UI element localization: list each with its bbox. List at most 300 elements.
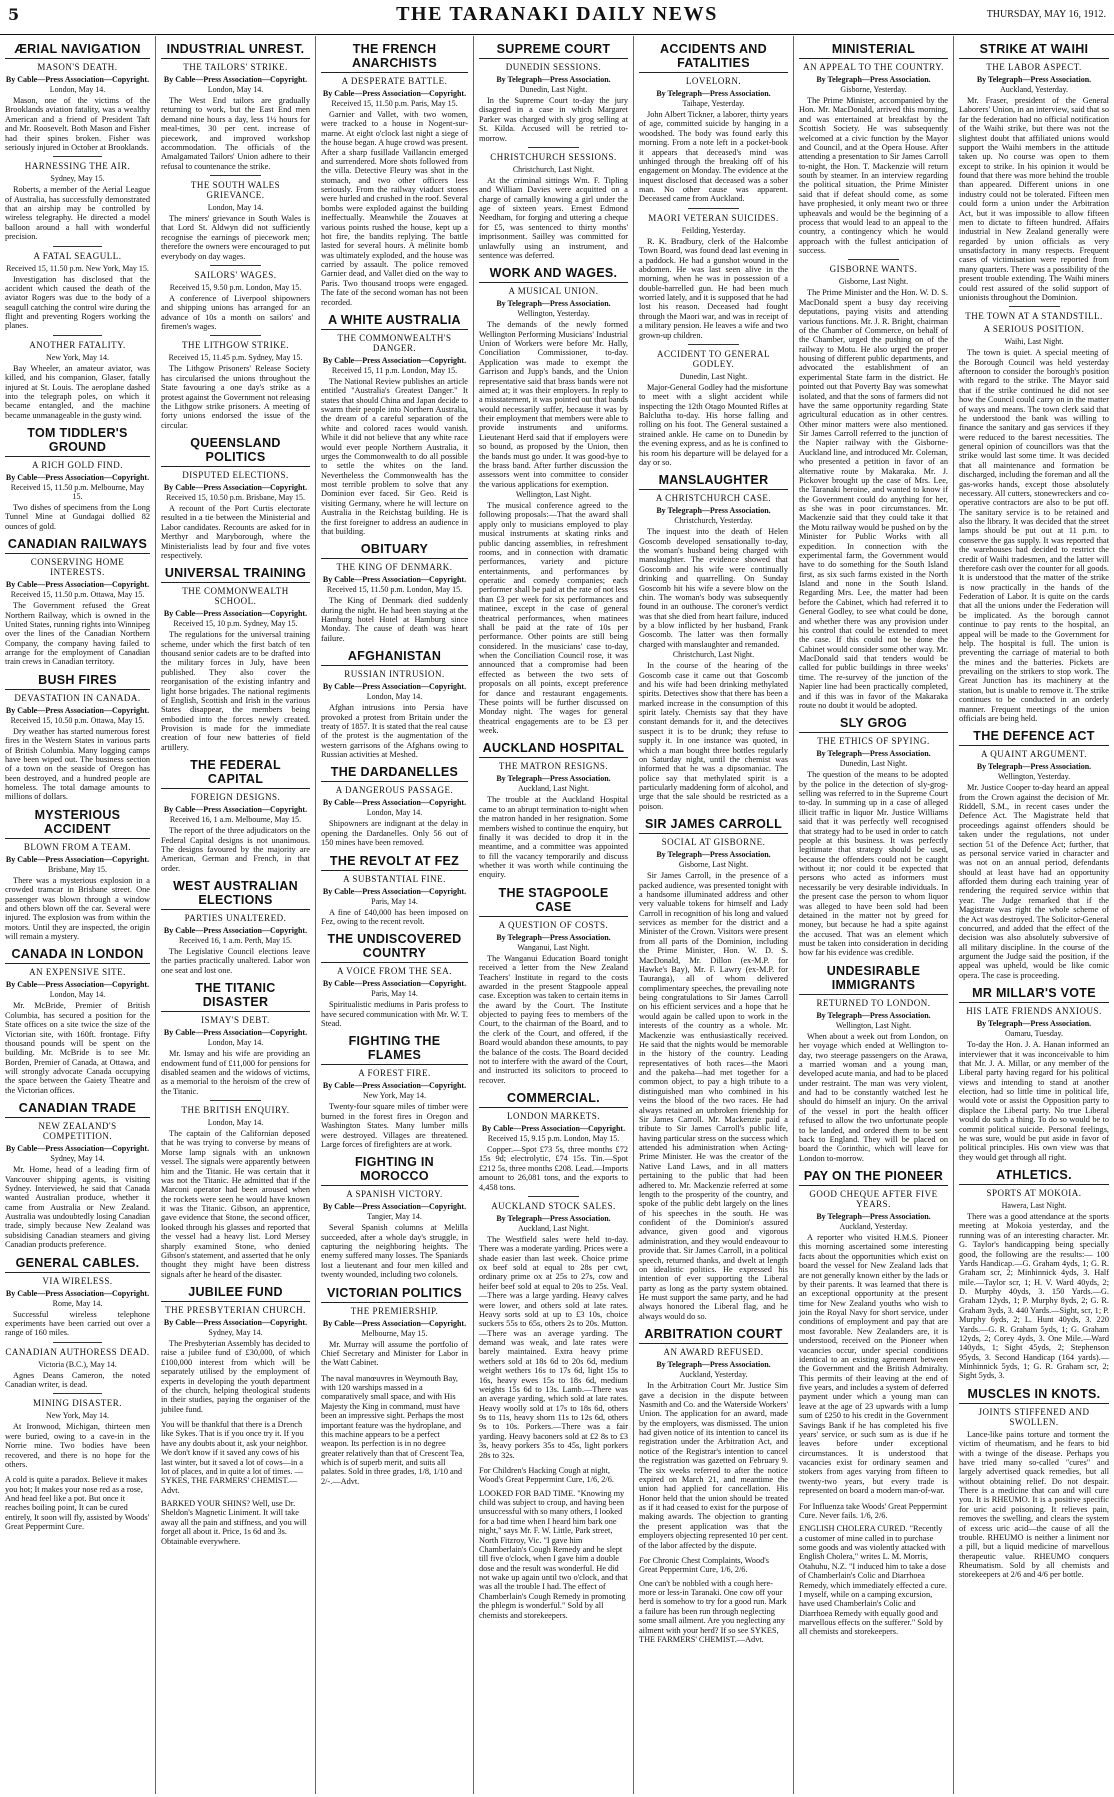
article-body — [959, 348, 1109, 723]
subheading: HARNESSING THE AIR. — [24, 161, 131, 172]
article-body — [639, 661, 788, 811]
paragraph: A reporter who visited H.M.S. Pioneer this morning ascertained some interesting facts about the opportunities which exist on board the vessel for New Zealand lads that are not generally known either by the lads or by their parents. It was learned that there is an exceptional opportunity at the present time for New Zealand youths who wish to join the Royal Navy for short service, under conditions of employment and pay that are most favorable. New Zealanders are, it is understood, received on the Pioneer when vacancies occur, under special conditions identical to an existing agreement between the Government and the British Admiralty. This permits of their leaving at the end of five years, and includes a system of deferred payment under which a young man can leave at the age of 23 upwards with a lump sum of £250 to his credit in the Government Savings Bank if he has completed his five years' service, or such sum as is due if he leaves before under exceptional circumstances. It is understood that vacancies exist for ordinary seamen and stokers from ages varying from fifteen to twenty-two years, but every trade is represented on board a modern man-of-war. — [799, 1233, 948, 1496]
article — [5, 808, 150, 942]
article-body — [639, 527, 788, 649]
article-body — [161, 630, 310, 752]
dateline: Gisborne, Last Night. — [678, 860, 749, 870]
paragraph: The Westfield sales were held to-day. There was a moderate yarding. Prices were a shade easier than last week. Choice prime ox beef sold at equal to 28s per cwt, ordinary prime ox at 25s to 27s, cow and heifer beef sold at equal to 20s to 25s. Veal.—There was a large yarding. Heavy calves were lower, and others sold at late rates. Heavy sorts sold at up to £3 10s, choice suckers 55s to 65s, others 2s to 20s. Mutton.—There was an average yarding. The demand was weak, and late rates were barely maintained. Extra heavy prime wethers sold at 18s 6d to 20s 6d, medium weight wethers 16s to 17s 6d, light 15s to 16s, heavy ewes 15s to 18s 6d, medium weights 15s 6d to 13s. Lamb.—There was an average yarding, which sold at late rates. Heavy woolly sold at 17s to 18s 6d, others 9s to 11s, heavy shorn 11s to 12s 6d, others 9s to 10s. Porkers.—There was a fair yarding. Heavy baconers sold at £2 8s to £3 3s, heavy porkers 35s to 45s, light porkers 28s to 32s. — [479, 1234, 628, 1460]
article-heading: VICTORIAN POLITICS — [321, 1286, 468, 1303]
paragraph: A fine of £40,000 has been imposed on Fez, owing to the recent revolt. — [321, 907, 468, 926]
article — [479, 266, 628, 735]
subheading: ANOTHER FATALITY. — [29, 339, 126, 350]
dateline: London, May 14. — [49, 85, 106, 94]
paragraph: The Legislative Council elections leave the parties practically unaltered. Labor won one seat and lost one. — [161, 947, 310, 975]
subheading: A DANGEROUS PASSAGE. — [335, 785, 454, 796]
dateline: Christchurch, Yesterday. — [674, 516, 753, 526]
subheading: A QUAINT ARGUMENT. — [981, 749, 1087, 760]
article — [161, 436, 310, 560]
advertisement: ENGLISH CHOLERA CURED. "Recently a customer of mine called in to purchase some goods and was violently attacked with English Cholera," writes L. M. Morris, Otahuhu, N.Z. "I induced him to take a dose of Chamberlain's Colic and Diarrhoea Remedy, which immediately effected a cure. I myself, while on a camping excursion, have used Chamberlain's Colic and Diarrhoea Remedy with equally good and marvellous effects on the sufferer." Sold by all chemists and storekeepers. — [799, 1524, 947, 1637]
subheading: HIS LATE FRIENDS ANXIOUS. — [966, 1006, 1102, 1017]
article-heading: MUSCLES IN KNOTS. — [959, 1387, 1109, 1404]
article — [639, 42, 788, 467]
dateline: Brisbane, May 15. — [47, 864, 108, 874]
section-rule — [53, 335, 102, 336]
byline: By Cable—Press Association—Copyright. — [5, 580, 150, 590]
subheading: THE PRESBYTERIAN CHURCH. — [165, 1305, 306, 1315]
article-body — [959, 1430, 1109, 1580]
paragraph: Successful wireless telephone experiments have been carried out over a range of 160 miles. — [5, 1309, 150, 1338]
paragraph: The Presbyterian Assembly has decided to raise a jubilee fund of £30,000, of which £100,000 interest from which will be separately utilised by the employment of experts in developing the youth department of the church, helping theological students in their studies, paying the organiser of the jubilee fund. — [161, 1339, 310, 1414]
article — [5, 42, 150, 420]
advertisement: For Children's Hacking Cough at night, Wood's Great Peppermint Cure, 1/6, 2/6. — [479, 1465, 614, 1485]
advertisement: For Influenza take Woods' Great Peppermint Cure. Never fails. 1/6, 2/6. — [799, 1501, 947, 1520]
column-1 — [0, 36, 156, 1794]
byline: By Telegraph—Press Association. — [656, 1360, 771, 1370]
article-body — [321, 1340, 468, 1368]
dateline: Received 16, 1 a.m. Melbourne, May 15. — [169, 815, 302, 825]
article-body — [321, 377, 468, 536]
paragraph: Mr. Ismay and his wife are providing an endowment fund of £11,000 for pensions for disabled seamen and the widows of victims, as a memorial to the heroism of the crew of the Titanic. — [161, 1049, 310, 1096]
subheading: THE COMMONWEALTH'S DANGER. — [337, 332, 452, 353]
dateline: Received 15, 11.50 p.m. Ottawa, May 15. — [10, 590, 145, 600]
byline: By Cable—Press Association—Copyright. — [163, 1318, 308, 1327]
paragraph: The Prime Minister, accompanied by the Hon. Mr. MacDonald, arrived this morning, and was entertained at breakfast by the Scottish Society. He was subsequently welcomed at a civic function by the Mayor and Council, and at the Opera House. After attending a presentation to Sir James Carroll to-night, the Hon. T. Mackenzie will return south by steamer. In an interview regarding the political situation, the Prime Minister said that if defeat should come, as some have prophesied, it only meant two or three upheavals and would be the beginning of a process that would lead to an appeal to the country, a contingency which he would approach with the fullest anticipation of success. — [799, 96, 948, 255]
article-heading: INDUSTRIAL UNREST. — [161, 42, 310, 59]
article-body — [799, 288, 948, 710]
dateline: New York, May 14. — [45, 1411, 110, 1421]
dateline: Dunedin, Last Night. — [839, 759, 908, 769]
dateline: Received 15, 10.50 p.m. Ottawa, May 15. — [10, 715, 145, 725]
paragraph: R. K. Bradbury, clerk of the Halcombe Town Board, was found dead last evening in a paddock. He had a gunshot wound in the abdomen. He was last seen alive in the morning, when he was in possession of a double-barrelled gun. He had been much worried lately, and it is supposed that he had lost his reason. Deceased had fought through the Maori war, and was in receipt of a military pension. He leaves a wife and two grown-up children. — [639, 236, 788, 340]
paragraph: The National Review publishes an article entitled "Australia's Greatest Danger." It states that should China and Japan decide to swarm their people into Northern Australia, the dream of a careful separation of the white and colored races would vanish. While it did not believe that any white race would ever people Northern Australia, it urges the Commonwealth to do all possible to settle the whites on the land. Nevertheless the Commonwealth has the most terrible problem to solve that any Dominion ever faced. Sir Geo. Reid is visiting Germany, where he will lecture on Australia in the Reichstag building. He is the first foreigner to address an audience in that building. — [321, 376, 468, 536]
paragraph: The town is quiet. A special meeting of the Borough Council was held yesterday afternoon to consider the borough's position with regard to the strike. The Mayor said that if the strike continued he did not see how the Council could carry on in the matter of ways and means. The town clerk said that he understood the bank was willing to finance the sanitary and gas services if they were reduced to the barest necessities. The general opinion of councillors was that the strike would last some time. It was decided that all maintenance and formation be discharged, including the foreman and all the gas-works hands, except those absolutely necessary. All cutters, stonewreckers and co-operative contractors are also to be put off. The sanitary service is to be retained and also the library. It was decided that the street lamps should be put out at 11 p.m. to conserve the gas supply. It was reported that the warehouses had decided to restrict the credit of Waihi tradesmen, and the latter will therefore cash over the counter for all goods. It is understood that the matter of the strike is now practically in the hands of the Federation of Labor. It is quite on the cards that all the unions under the Federation will be implicated. As the borough cannot continue to pay rents to the hospital, an appeal will be made to the Government for help. The hospital is full. The union is preventing the carriage of material to both the mines and the batteries. Pickets are prevailing on the strikers to stop work. The Great Junction has its machinery at the station, but is unable to remove it. The strike continues to be conducted in an orderly manner. Frequent meetings of the union officials are being held. — [959, 348, 1109, 723]
article-heading: ACCIDENTS AND FATALITIES — [639, 42, 788, 73]
dateline: Auckland, Yesterday. — [1000, 85, 1068, 94]
subheading: THE KING OF DENMARK. — [336, 562, 453, 573]
article-heading: BUSH FIRES — [5, 673, 150, 690]
article — [959, 1387, 1109, 1580]
paragraph: Mr. Justice Cooper to-day heard an appeal from the Crown against the decision of Mr. Riddell, S.M., in recent cases under the Defence Act. The Magistrate held that proceedings against offenders should be taken under the regulations, not under section 51 of the Defence Act; further, that as personal service varied in character and was not on an annual period, defendants should at least have had an opportunity afforded them during each training year of rendering the required service within that year. The Judge remarked that if the Magistrate was right the whole scheme of the Act was destroyed. The Solicitor-General concurred, and added that the effect of the decision was also absolutely subversive of all military discipline. In the course of the argument the Judge said the position, if the appeal was upheld, would be like comic opera. The case is proceeding. — [959, 783, 1109, 980]
byline: By Cable—Press Association—Copyright. — [5, 980, 150, 990]
paragraph: Mr. Home, head of a leading firm of Vancouver shipping agents, is visiting Sydney. Interviewed, he said that Canada wanted Australian produce, whether it came from Australia or New Zealand. Australia was undoubtedly losing Canadian trade, simply because New Zealand was subsidising Canadian steamers and giving Canadian products preference. — [5, 1165, 150, 1250]
article-body — [321, 819, 468, 847]
subheading: A DESPERATE BATTLE. — [341, 76, 448, 86]
paragraph: Sir James Carroll, in the presence of a packed audience, was presented tonight with a handsome illuminated address and other very valuable tokens for himself and Lady Carroll in recognition of his long and valued services as member for the district and a Minister of the Crown. Visitors were present from all parts of the Dominion, including the Prime Minister, Hon. W. D. S. MacDonald, Mr. Dillon (ex-M.P. for Hawke's Bay), Mr. F. Lawry (ex-M.P. for Tauranga), all of whom delivered complimentary speeches, the prevailing note being congratulations to Sir James Carroll on his efficient services and a hope that he would again be called upon to work in the interests of the country as a whole. Mr. Mackenzie was enthusiastically received. He said that the nights would be memorable in the history of the country. Leading representatives of both races—the Maori and the pakeha—had met together for a common object, to pay a high tribute to a distinguished man who combined in his veins the blood of the two races. He had always retained an unbroken friendship for Sir James Carroll. Mr. Mackenzie paid a tribute to Sir James Carroll's public life, having particular stress on the success which attended his administration when Acting-Prime Minister. He was the creator of the Native Land Laws, and in all matters pertaining to the public that had been adhered to. Mr. Mackenzie referred at some length to the prosperity of the country, and spoke of the public debt largely on the lines of his speeches in the south. He was confident of the Dominion's assured advance, given good and vigorous administration, and they would endeavour to provide that. Sir James Carroll, in a political speech, returned thanks, and dwelt at length on idealistic politics. He expressed his intention of ever supporting the Liberal party as long as the party system obtained. He must support the same party, and he had always honored the Liberal flag, and he always would do so. — [639, 871, 788, 1321]
subheading: AN APPEAL TO THE COUNTRY. — [803, 62, 944, 72]
subheading: BLOWN FROM A TEAM. — [23, 841, 132, 852]
article — [639, 473, 788, 811]
paragraph: Major-General Godley had the misfortune to meet with a slight accident while inspecting the 12th Otago Mounted Rifles at Balclutha to-day. His horse falling and rolling on his foot. The General sustained a strained ankle. He came on to Dunedin by the evening express, and as he is confined to his room his departure will be delayed for a day or so. — [639, 382, 788, 467]
dateline: London, May 14. — [207, 85, 264, 94]
subheading: A QUESTION OF COSTS. — [498, 919, 609, 930]
byline: By Cable—Press Association—Copyright. — [322, 575, 467, 585]
article-body — [321, 1102, 468, 1149]
paragraph: There was a good attendance at the sports meeting at Mokoia yesterday, and the running was of an interesting character. Mr. G. Taylor's handicapping being specially good, the following are the results:— 100 Yards Handicap.—G. Graham 4yds, 1; G. R. Graham scr, 2; Minhinnick 4yds, 3. Half mile.—Taylor scr, 1; H. V. Ward 40yds, 2; D. Murphy 40yds, 3. 150 Yards.—G. Graham 12yds, 1; P. Murphy 8yds, 2; G. R. Graham 3yds, 3. 440 Yards.—Sight, scr, 1; P. Murphy 6yds, 2; L. Hunt 40yds, 3. 220 Yards.—G. R. Graham 5yds, 1; G. Graham 12yds, 2; Corey 4yds, 3. One Mile.—Ward 140yds, 1; Sight 45yds, 2; Stephenson 95yds, 3. Second Handicap (164 yards).—Minhinnick 5yds, 1; G. R. Graham scr, 2; Sight 5yds, 3. — [959, 1212, 1109, 1381]
paragraph: The West End tailors are gradually returning to work, but the East End men demand nine hours a day, less 1¼ hours for meal-times, 30 per cent. increase of piecework, and improved workshop accommodation. The officials of the Amalgamated Tailors' Union adhere to their refusal to countenance the strike. — [161, 96, 310, 171]
article-heading: OBITUARY — [321, 542, 468, 559]
article-body — [5, 1165, 150, 1249]
section-rule — [210, 265, 261, 266]
byline: By Cable—Press Association—Copyright. — [5, 75, 150, 84]
article-heading: UNDESIRABLE IMMIGRANTS — [799, 964, 948, 995]
paragraph: In the Supreme Court to-day the jury disagreed in a case in which Margaret Parker was charged with sly grog selling at St. Kilda. Accused will be retried to-morrow. — [479, 96, 628, 143]
article-body — [479, 795, 628, 879]
dateline: Received 15, 9.15 p.m. London, May 15. — [487, 1134, 620, 1143]
dateline: Auckland, Last Night. — [517, 784, 590, 794]
dateline: Feilding, Yesterday. — [681, 225, 746, 235]
subheading: SAILORS' WAGES. — [194, 269, 277, 280]
article-body — [161, 826, 310, 873]
article-body — [5, 364, 150, 420]
article-body — [639, 871, 788, 1321]
column-4 — [474, 36, 634, 1794]
dateline: Tangier, May 14. — [367, 1212, 422, 1222]
article-body — [161, 96, 310, 171]
subheading: LOVELORN. — [685, 76, 742, 86]
article — [959, 42, 1109, 723]
subheading: A RICH GOLD FIND. — [31, 460, 123, 470]
byline: By Telegraph—Press Association. — [656, 850, 771, 860]
paragraph: The miners' grievance in South Wales is that Lord St. Aldwyn did not sufficiently recognise the earnings of piecework men; therefore the owners were encouraged to put everybody on day wages. — [161, 214, 310, 261]
byline: By Cable—Press Association—Copyright. — [163, 609, 308, 619]
subheading: RETURNED TO LONDON. — [816, 997, 931, 1008]
dateline: Paris, May 14. — [371, 989, 418, 999]
article — [321, 932, 468, 1028]
dateline: Wellington, Last Night. — [835, 1020, 912, 1030]
article — [5, 426, 150, 531]
article — [161, 758, 310, 873]
dateline: Received 15, 10.50 p.m. Brisbane, May 15. — [165, 493, 306, 502]
dateline: Rome, May 14. — [52, 1298, 103, 1308]
byline: By Cable—Press Association—Copyright. — [5, 854, 150, 864]
subheading: DISPUTED ELECTIONS. — [182, 470, 289, 480]
article-heading: PAY ON THE PIONEER — [799, 1169, 948, 1186]
article-body — [959, 783, 1109, 980]
section-rule — [53, 246, 102, 247]
byline: By Cable—Press Association—Copyright. — [322, 1081, 467, 1091]
byline: By Cable—Press Association—Copyright. — [163, 75, 308, 84]
article-body — [959, 1040, 1109, 1162]
article — [479, 1091, 628, 1460]
byline: By Cable—Press Association—Copyright. — [322, 682, 467, 692]
byline: By Telegraph—Press Association. — [496, 299, 611, 309]
byline: By Telegraph—Press Association. — [976, 1019, 1092, 1029]
dateline: New York, May 14. — [45, 352, 110, 362]
article-heading: JUBILEE FUND — [161, 1285, 310, 1302]
dateline: Received 15, 11.50 p.m. New York, May 15. — [6, 263, 149, 273]
article-body — [161, 1339, 310, 1414]
byline: By Telegraph—Press Association. — [816, 1212, 931, 1221]
article — [321, 542, 468, 643]
advertisement: LOOKED FOR BAD TIME. "Knowing my child was subject to croup, and having been unsuccessful with so many others, I looked for a bad time when I heard him bark one night," says Mr. F. W. Little, Park street, North Fitzroy, Vic. "I gave him Chamberlain's Cough Remedy and he slept till five o'clock, when I gave him a double dose and the result was wonderful. He did not wake up again until two o'clock, and that was all the trouble I had. The effect of Chamberlain's Cough Remedy in promoting the phlegm is wonderful." Sold by all chemists and storekeepers. — [479, 1488, 628, 1620]
subheading: SPORTS AT MOKOIA. — [986, 1188, 1082, 1198]
article-body — [321, 110, 468, 307]
dateline: London, May 14. — [207, 1038, 264, 1048]
article-body — [799, 1032, 948, 1163]
dateline: Wellington, Yesterday. — [997, 772, 1071, 782]
article — [5, 673, 150, 802]
article — [321, 1034, 468, 1149]
byline: By Cable—Press Association—Copyright. — [322, 355, 467, 365]
byline: By Telegraph—Press Association. — [496, 75, 611, 84]
paragraph: The musical conference agreed to the following proposals:—That the award shall apply only to musicians employed to play musical instruments at skating rinks and public dancing assemblies, in refreshment rooms, and in connection with dramatic performances, variety and picture entertainments, and performances by operatic and comedy companies; each performer shall be paid at the rate of not less than £3 per week for six performances and matinee, except in the case of general theatrical performances, when matinees shall be paid at the rate of 10s per performance. Other points are still being considered. In the musicians' case to-day, when the Conciliation Council rose, it was announced that a compromise had been effected as between the two sets of proposals on all points, except preference for dance and restaurant engagements. These points will be further discussed on Monday night. The wages for general theatrical engagements are to be £3 per week. — [479, 501, 628, 735]
section-rule — [528, 1196, 579, 1197]
dateline: Christchurch, Last Night. — [672, 650, 755, 660]
article-heading: CANADIAN RAILWAYS — [5, 537, 150, 554]
article-body — [799, 770, 948, 958]
subheading: ACCIDENT TO GENERAL GODLEY. — [657, 348, 770, 369]
byline: By Telegraph—Press Association. — [976, 762, 1092, 772]
section-rule — [848, 259, 899, 260]
article — [161, 981, 310, 1279]
byline: By Telegraph—Press Association. — [496, 932, 611, 942]
paragraph: Copper.—Spot £73 5s, three months £72 15s 9d; electrolytic, £74 15s. Tin.—Spot £212 5s, three months £208. Lead.—Imports amount to 26,081 tons, and the exports to 4,458 tons. — [479, 1145, 628, 1192]
article-heading: MINISTERIAL — [799, 42, 948, 59]
article-heading: WEST AUSTRALIAN ELECTIONS — [161, 879, 310, 910]
subheading: THE LABOR ASPECT. — [986, 62, 1082, 72]
article — [321, 854, 468, 927]
dateline: Dunedin, Last Night. — [679, 371, 748, 381]
article-body — [639, 383, 788, 467]
paragraph: Shipowners are indignant at the delay in opening the Dardanelles. Only 56 out of 150 mines have been removed. — [321, 819, 468, 848]
article-heading: THE DEFENCE ACT — [959, 729, 1109, 746]
article-body — [639, 1381, 788, 1550]
article-heading: FIGHTING IN MOROCCO — [321, 1155, 468, 1186]
article-body — [5, 876, 150, 942]
article — [161, 1285, 310, 1414]
subheading: AUCKLAND STOCK SALES. — [491, 1200, 616, 1211]
article-body — [5, 1001, 150, 1095]
byline: By Cable—Press Association—Copyright. — [5, 1144, 150, 1154]
advertisement: For Chronic Chest Complaints, Wood's Great Peppermint Cure, 1/6, 2/6. — [639, 1555, 769, 1575]
advertisement: BARKED YOUR SHINS? Well, use Dr. Sheldon's Magnetic Liniment. It will take away all the pain and stiffness, and you will forget all about it. Price, 1s 6d and 3s. Obtainable everywhere. — [161, 1499, 307, 1546]
subheading: A CHRISTCHURCH CASE. — [655, 493, 772, 504]
paragraph: Bay Wheeler, an amateur aviator, was killed, and his companion, Glaser, fatally injured at St. Louis. The aeroplane dashed into the telegraph poles, on which it became entangled, and the machine became unmanageable in the gusty wind. — [5, 363, 150, 420]
byline: By Telegraph—Press Association. — [656, 89, 771, 98]
paragraph: The captain of the Californian deposed that he was trying to converse by means of Morse lamp signals with an unknown vessel. The signals were apparently between him and the Titanic. He was certain that it was not the Titanic. He admitted that if the Marconi operator had been aroused when the rockets were seen he would have known it was the Titanic. Gibson, an apprentice, gave evidence that Stone, the second officer, looked through his glasses and reported that the vessel had a heavy list. Lord Mersey sharply examined Stone, who denied Gibson's statement, and asserted that he only thought they might have been distress signals after he heard of the disaster. — [161, 1129, 310, 1279]
dateline: Melbourne, May 15. — [361, 1328, 428, 1338]
section-rule — [528, 147, 579, 148]
paragraph: Agnes Deans Cameron, the noted Canadian writer, is dead. — [5, 1370, 150, 1389]
article — [479, 42, 628, 260]
section-rule — [210, 335, 261, 336]
article-heading: SUPREME COURT — [479, 42, 628, 59]
dateline: Sydney, May 15. — [50, 174, 105, 184]
dateline: Sydney, May 14. — [50, 1154, 105, 1164]
paragraph: John Albert Tickner, a laborer, thirty years of age, committed suicide by hanging in a woodshed. The body was found early this morning. From a note left in a pocket-book it appears that deceased's mind was unhinged through the breaking off of his engagement on Monday. The evidence at the inquest disclosed that deceased was a sober man. No other cause was apparent. Deceased came from Auckland. — [639, 110, 788, 204]
paragraph: The trouble at the Auckland Hospital came to an abrupt termination to-night when the matron handed in her resignation. Some members wished to continue the enquiry, but finally it was decided to drop it in the meantime, and a committee was appointed to fill the vacancy temporarily and discuss whether it was worth while continuing the enquiry. — [479, 795, 629, 880]
byline: By Telegraph—Press Association. — [816, 75, 931, 84]
paragraph: The demands of the newly formed Wellington Performing Musicians' Industrial Union of Workers were before Mr. Hally, Conciliation Commissioner, to-day. Application was made to exempt the Garrison and Jupp's bands, and the Union representative said that brass bands were not aimed at; it was their employers. In reply to a misstatement, it was pointed out that bands would necessarily suffer, because it was by their employment that members were able to provide instruments and uniforms. Lieutenant Herd said that if employers were so bound, as proposed by the Union, then the bands must go under. It was good-bye to the brass band. After further discussion the assessors went into committee to consider the various applications for exemption. — [479, 320, 628, 489]
paragraph: Lance-like pains torture and torment the victim of rheumatism, and he fears to bid with a twinge of the disease. Perhaps you have tried many so-called "cures" and largely advertised quack remedies, but all without obtaining relief. Do not despair. There is a medicine that can and will cure you. It is RHEUMO. It is a positive specific for uric acid poisoning. It relieves pain, removes the swelling, and clears the system of excess uric acid—the cause of all the trouble. RHEUMO is neither a liniment nor a pill, but a liquid medicine of marvellous therapeutic value. RHEUMO conquers Rheumatism. Sold by all chemists and storekeepers at 2/6 and 4/6 per bottle. — [959, 1429, 1109, 1580]
article-heading: MYSTERIOUS ACCIDENT — [5, 808, 150, 839]
article-body — [161, 1129, 310, 1279]
article-body — [5, 727, 150, 802]
article-heading: GENERAL CABLES. — [5, 1256, 150, 1273]
dateline: Received 15, 11.50 p.m. Melbourne, May 15. — [10, 483, 145, 501]
article — [5, 947, 150, 1095]
byline: By Cable—Press Association—Copyright. — [163, 805, 308, 815]
article — [161, 566, 310, 752]
byline: By Cable—Press Association—Copyright. — [163, 483, 308, 492]
dateline: Received 15, 11.50 p.m. Paris, May 15. — [331, 99, 458, 108]
paragraph: Dry weather has started numerous forest fires in the Western States in various parts of British Columbia. Many logging camps have been wiped out. The business section of a town on the seaside of Oregon has been destroyed, and a hundred people are homeless. The total damage amounts to millions of dollars. — [5, 726, 150, 802]
subheading: DUNEDIN SESSIONS. — [505, 62, 602, 72]
article-body — [161, 214, 310, 261]
paragraph: Several Spanish columns at Melilla succeeded, after a whole day's struggle, in capturing the neighboring heights. The enemy suffered many losses. The Spaniards lost a lieutenant and four men killed and twenty wounded, including two colonels. — [321, 1223, 468, 1280]
dateline: Gisborne, Last Night. — [838, 277, 909, 287]
subheading: CANADIAN AUTHORESS DEAD. — [5, 1346, 150, 1357]
article — [321, 1155, 468, 1279]
paragraph: Mr. Murray will assume the portfolio of Chief Secretary and Minister for Labor in the Watt Cabinet. — [321, 1339, 468, 1368]
article — [639, 1327, 788, 1550]
dateline: Wellington, Last Night. — [515, 490, 592, 499]
advertisement: One can't be nobbled with a cough here-more or less-in Taranaki. One cow off your herd is somehow to try for a good run. Mark a failure has been run through neglecting some small ailment. Are you neglecting any ailment with your herd? If so see SYKES, THE FARMERS' CHEMIST.—Advt. — [639, 1578, 787, 1644]
paragraph: There was a mysterious explosion in a crowded tramcar in Brisbane street. One passenger was blown through a window and others blown off the car. Several were injured. The explosion was from within the motors. Until they are inspected, the origin will remain a mystery. — [5, 875, 150, 941]
subheading: CONSERVING HOME INTERESTS. — [30, 557, 125, 578]
paragraph: Afghan intrusions into Persia have provoked a protest from Britain under the treaty of 1857. It is stated that the real cause of the protest is the augmentation of the western garrisons of the Afghans owing to Russian activities at Meshed. — [321, 703, 468, 759]
subheading: AN EXPENSIVE SITE. — [29, 967, 126, 978]
article-heading: TOM TIDDLER'S GROUND — [5, 426, 150, 457]
subheading: THE SOUTH WALES GRIEVANCE. — [190, 180, 281, 200]
article-heading: CANADA IN LONDON — [5, 947, 150, 964]
article-body — [161, 947, 310, 975]
article-body — [639, 237, 788, 340]
dateline: Received 15, 11.50 p.m. London, May 15. — [326, 585, 463, 595]
dateline: London, May 14. — [366, 692, 423, 702]
paragraph: The question of the means to be adopted by the police in the detection of sly-grog-selling was referred to in the Supreme Court to-day. In summing up in a case of alleged illicit traffic in liquor Mr. Justice Williams said that it was perfectly well recognised that strategy had to be used in order to catch people at this business. It was perfectly legitimate that strategy should be used, because the offenders could not be caught without it; nor could it be expected that persons who acted as informers must necessarily be very desirable individuals. In the present case the person to whom liquor was alleged to have been sold had been detained in the matter not by greed for money, but because he had a spite against the accused. That was an element which must be taken into consideration in deciding how far his evidence was credible. — [799, 770, 948, 958]
dateline: London, May 14. — [49, 990, 106, 1000]
dateline: Received 15, 10 p.m. Sydney, May 15. — [173, 619, 298, 629]
article-body — [321, 908, 468, 927]
subheading: THE ETHICS OF SPYING. — [817, 736, 930, 747]
paragraph: The Government refused the Great Northern Railway, which is owned in the United States, running rights into Winnipeg over the lines of the Canadian Northern Company, the company having failed to arrange for the employment of Canadian train crews in Canadian territory. — [5, 601, 150, 667]
paragraph: In the course of the hearing of the Goscomb case it came out that Goscomb and his wife had been drinking methylated spirits. Detectives show that there has been a marked increase in the consumption of this spirit lately. Chemists say that they have constant demands for it, and the detectives suspect it is to be drunk; they refuse to supply it. In one instance was quoted, in which a man bought three bottles regularly on Saturday night, until the chemist was informed that he was a dipsomaniac. The police say that methylated spirit is a particularly maddening form of alcohol, and urge that the sale should be restricted as a poison. — [639, 661, 788, 811]
article-heading: ATHLETICS. — [959, 1168, 1109, 1185]
dateline: Hawera, Last Night. — [1001, 1201, 1067, 1210]
dateline: London, May 14. — [207, 1118, 264, 1127]
article-heading: THE FRENCH ANARCHISTS — [321, 42, 468, 73]
paragraph: Roberts, a member of the Aerial League of Australia, has successfully demonstrated that an airship may be controlled by wireless telegraphy. He directed a model balloon around a hall with wonderful precision. — [5, 185, 150, 242]
article-heading: THE STAGPOOLE CASE — [479, 886, 628, 917]
subheading: SOCIAL AT GISBORNE. — [661, 837, 766, 848]
subheading: VIA WIRELESS. — [42, 1275, 113, 1286]
dateline: Auckland, Yesterday. — [679, 1370, 748, 1380]
section-rule — [53, 1342, 102, 1343]
article-body — [479, 501, 628, 735]
article — [321, 1286, 468, 1368]
advertisement: A cold is quite a paradox. Believe it makes you hot; It makes your nose red as a rose, And head feel like a pot. But once it reaches boiling point, It can be cured entirely, It soon will fly, assisted by Woods' Great Peppermint Cure. — [5, 1475, 150, 1532]
article-body — [479, 96, 628, 143]
article-body — [639, 110, 788, 204]
paragraph: Two dishes of specimens from the Long Tunnel Mine at Gundagai dollied 82 ounces of gold. — [5, 503, 150, 531]
byline: By Cable—Press Association—Copyright. — [322, 1318, 467, 1328]
section-rule — [53, 156, 102, 157]
byline: By Cable—Press Association—Copyright. — [163, 926, 308, 935]
paragraph: Spiritualistic mediums in Paris profess to have secured communication with Mr. W. T. Stead. — [321, 1000, 468, 1028]
dateline: Wellington, Yesterday. — [517, 309, 590, 319]
article-body — [321, 1223, 468, 1279]
article-heading: THE TITANIC DISASTER — [161, 981, 310, 1012]
dateline: Paris, May 14. — [371, 896, 418, 906]
subheading: MASON'S DEATH. — [37, 62, 118, 72]
subheading: THE BRITISH ENQUIRY. — [181, 1105, 290, 1115]
article — [5, 537, 150, 667]
page-number: 5 — [8, 5, 20, 24]
article-heading: STRIKE AT WAIHI — [959, 42, 1109, 59]
article — [959, 729, 1109, 980]
newspaper-title: THE TARANAKI DAILY NEWS — [396, 3, 718, 25]
subheading: THE COMMONWEALTH SCHOOL. — [182, 586, 289, 607]
article — [5, 1256, 150, 1470]
byline: By Telegraph—Press Association. — [656, 506, 771, 516]
article-body — [321, 703, 468, 759]
article-heading: UNIVERSAL TRAINING — [161, 566, 310, 583]
article — [959, 1168, 1109, 1381]
column-3 — [316, 36, 474, 1794]
article-body — [5, 601, 150, 667]
section-rule — [53, 1393, 102, 1394]
paragraph: To-day the Hon. J. A. Hanan informed an interviewer that it was inconceivable to him that Mr. J. A. Millar, or any member of the Liberal party having regard for his political views and intending to stand at another election, had so little time in political life, would vote or assist the Opposition party to displace the Liberal party. No true Liberal would do such a thing. To do so would be to commit political suicide. Personal feelings, he was sure, would be put aside in favor of political principles. His own view was that they would get through all right. — [959, 1040, 1109, 1162]
article-body — [479, 176, 628, 260]
article-heading: COMMERCIAL. — [479, 1091, 628, 1108]
paragraph: At the criminal sittings Wm. F. Tipling and William Davies were acquitted on a charge of carnally knowing a girl under the age of sixteen years. Ernest Edmond Needham, for forging and uttering a cheque for £5, was sentenced to thirty months' imprisonment. Sailley was committed for unlawfully using an instrument, and sentence was deferred. — [479, 175, 628, 260]
article-body — [161, 364, 310, 430]
article-body — [479, 1235, 628, 1460]
dateline: Christchurch, Last Night. — [512, 164, 595, 174]
article-body — [479, 320, 628, 489]
dateline: Dunedin, Last Night. — [519, 85, 588, 94]
article — [799, 716, 948, 958]
byline: By Cable—Press Association—Copyright. — [322, 89, 467, 98]
article-heading: THE DARDANELLES — [321, 765, 468, 782]
article-body — [321, 596, 468, 643]
article-heading: ARBITRATION COURT — [639, 1327, 788, 1344]
article-heading: SLY GROG — [799, 716, 948, 733]
subheading: A SUBSTANTIAL FINE. — [343, 873, 446, 884]
article — [321, 42, 468, 307]
paragraph: A recount of the Port Curtis electorate resulted in a tie between the Ministerial and Labor candidates. Recounts are asked for in Merthyr and Maryborough, where the Ministerialists lead by four and five votes respectively. — [161, 504, 310, 560]
paragraph: The Wanganui Education Board tonight received a letter from the New Zealand Teachers' Institute in regard to the costs awarded in the present Stagpoole appeal case. Exception was taken to certain items in the award by the Court. The Institute objected to paying fees to members of the Court, to the chairman of the Board, and to the clerk of the Court, and offered, if the Board would abandon these amounts, to pay the balance of the costs. The Board decided not to interfere with the award of the Court, and instructed its solicitors to proceed to recover. — [479, 953, 628, 1085]
byline: By Cable—Press Association—Copyright. — [322, 1202, 467, 1212]
dateline: Gisborne, Yesterday. — [840, 85, 907, 94]
dateline: Received 16, 1 a.m. Perth, May 15. — [178, 936, 293, 945]
paragraph: Twenty-four square miles of timber were burned in the forest fires in Oregon and Washington States. Many lumber mills were destroyed. Villages are threatened. Large forces of firefighters are at work. — [321, 1102, 468, 1149]
byline: By Telegraph—Press Association. — [816, 1010, 931, 1020]
article — [161, 42, 310, 430]
subheading: LONDON MARKETS. — [507, 1111, 600, 1121]
paragraph: Investigation has disclosed that the accident which caused the death of the aviator Rogers was due to the body of a seagull catching the control wire during the flight and preventing Rogers working the planes. — [5, 274, 150, 331]
article-heading: AUCKLAND HOSPITAL — [479, 741, 628, 758]
subheading: A MUSICAL UNION. — [508, 286, 599, 297]
paragraph: Mr. McBride, Premier of British Columbia, has secured a position for the State offices on a site twice the size of the Victorian site, with 160ft. frontage. Fifty thousand pounds will be spent on the building. Mr. McBride is to see Mr. Borden, Premier of Canada, at Ottawa, and will strongly advocate Canada occupying the space between the Gaiety Theatre and the Victorian offices. — [5, 1001, 150, 1095]
dateline: London, May 14. — [366, 808, 423, 818]
byline: By Cable—Press Association—Copyright. — [322, 886, 467, 896]
dateline: Received 15, 9.50 p.m. London, May 15. — [169, 282, 302, 292]
section-rule — [210, 175, 261, 176]
section-rule — [688, 344, 739, 345]
masthead — [0, 0, 1114, 35]
article-body — [5, 1310, 150, 1338]
subheading: THE LITHGOW STRIKE. — [181, 340, 290, 351]
dateline: Waihi, Last Night. — [1004, 337, 1064, 347]
column-2 — [156, 36, 316, 1794]
subheading: ISMAY'S DEBT. — [201, 1015, 270, 1026]
paragraph: Garnier and Vallet, with two women, were tracked to a house in Nogent-sur-marne. At eight o'clock last night a siege of the house began. A huge crowd was present. After a sharp fusillade Vaillancin emerged and surrendered. More shots followed from the villa. Detective Fleury was shot in the stomach, and two other officers less seriously. From the railway viaduct stones were hurled and crushed in the roof. Several bombs were exploded against the building ineffectually. Meanwhile the Zouaves at various points rushed the house, kept up a hot fire, the bandits replying. The battle lasted for several hours. A mélinite bomb was ultimately exploded, and the house was carried by assault. The police removed Garnier dead, and Vallet died on the way to Paris. Two thousand troops were engaged. The fate of the second woman has not been recorded. — [321, 110, 468, 307]
column-5 — [634, 36, 794, 1794]
dateline: Sydney, May 14. — [208, 1328, 263, 1337]
paragraph: Mr. Fraser, president of the General Laborers' Union, in an interview, said that so far the federation had no official notification of the Waihi strike, but there was not the slightest doubt that affiliated unions would support the Waihi members in the attitude taken up. No course was open to them except to strike. In his opinion it would be found that there was more behind the trouble than appeared. Different unions in one industry could not be tolerated. Fifteen men could form a union under the Arbitration Act, but it was impossible to allow fifteen men to dictate to fifteen hundred. Affairs industrial in New Zealand generally were regarded by union officials as very unsatisfactory in many respects. Frequent cases of victimisation were reported from many quarters. There was a possibility of the present trouble extending. The Waihi miners could rest assured of the solid support of unionists throughout the Dominion. — [959, 96, 1109, 302]
